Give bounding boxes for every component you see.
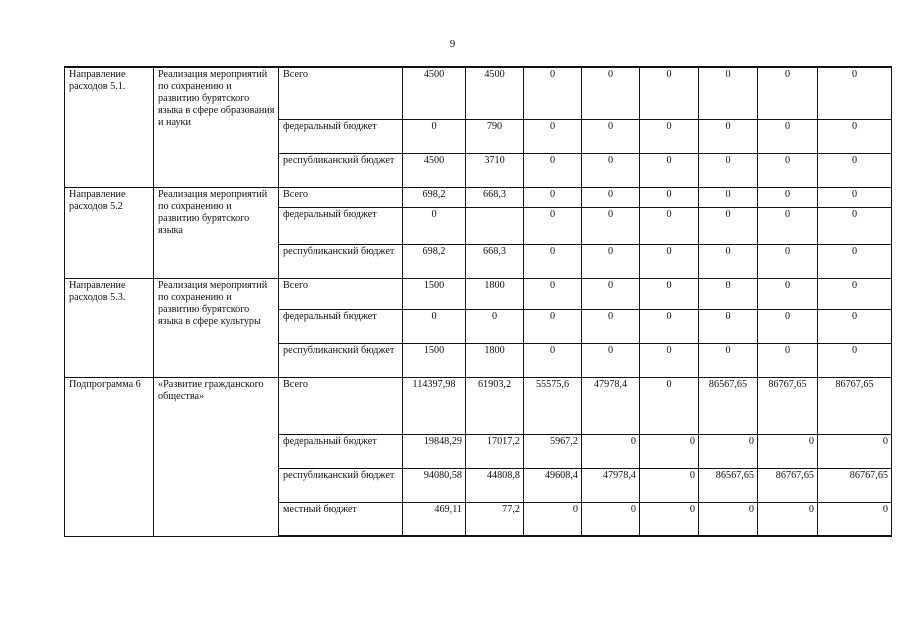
table-row [65, 278, 892, 309]
value-cell: 3710 [466, 153, 524, 187]
value-cell: 4500 [466, 67, 524, 119]
value-cell: 0 [699, 309, 758, 343]
value-cell: 0 [818, 187, 892, 207]
value-cell: 0 [524, 67, 582, 119]
value-cell: 0 [699, 278, 758, 309]
value-cell: 0 [758, 502, 818, 536]
table-row [65, 187, 892, 207]
expense-code-cell: Направление расходов 5.1. [65, 67, 154, 187]
expense-name-cell: «Развитие гражданского общества» [154, 377, 279, 536]
value-cell: 94080,58 [403, 468, 466, 502]
value-cell: 0 [640, 153, 699, 187]
value-cell: 0 [758, 244, 818, 278]
value-cell: 0 [699, 502, 758, 536]
value-cell: 0 [403, 309, 466, 343]
value-cell: 0 [582, 309, 640, 343]
value-cell: 0 [524, 502, 582, 536]
value-cell: 668,3 [466, 187, 524, 207]
value-cell: 0 [818, 309, 892, 343]
value-cell: 0 [818, 207, 892, 244]
funding-source-cell: федеральный бюджет [279, 434, 403, 468]
value-cell: 77,2 [466, 502, 524, 536]
funding-source-cell: Всего [279, 67, 403, 119]
value-cell: 86767,65 [818, 377, 892, 434]
value-cell: 17017,2 [466, 434, 524, 468]
value-cell: 0 [524, 278, 582, 309]
value-cell: 55575,6 [524, 377, 582, 434]
value-cell: 0 [640, 278, 699, 309]
value-cell: 1800 [466, 278, 524, 309]
value-cell: 0 [524, 244, 582, 278]
value-cell: 0 [758, 187, 818, 207]
funding-source-cell: Всего [279, 187, 403, 207]
value-cell: 0 [640, 207, 699, 244]
value-cell: 0 [582, 153, 640, 187]
value-cell: 47978,4 [582, 468, 640, 502]
value-cell: 86767,65 [758, 377, 818, 434]
funding-source-cell: республиканский бюджет [279, 343, 403, 377]
value-cell: 0 [699, 153, 758, 187]
value-cell: 0 [758, 309, 818, 343]
value-cell: 0 [699, 187, 758, 207]
value-cell: 0 [640, 67, 699, 119]
value-cell: 86767,65 [758, 468, 818, 502]
value-cell: 0 [466, 309, 524, 343]
value-cell: 0 [699, 207, 758, 244]
value-cell: 0 [640, 468, 699, 502]
funding-source-cell: местный бюджет [279, 502, 403, 536]
value-cell: 0 [758, 119, 818, 153]
value-cell: 0 [582, 278, 640, 309]
value-cell: 698,2 [403, 244, 466, 278]
value-cell: 5967,2 [524, 434, 582, 468]
funding-source-cell: Всего [279, 377, 403, 434]
value-cell: 0 [582, 67, 640, 119]
value-cell: 0 [640, 119, 699, 153]
value-cell: 0 [582, 119, 640, 153]
value-cell: 19848,29 [403, 434, 466, 468]
table-row [65, 377, 892, 434]
expense-code-cell: Подпрограмма 6 [65, 377, 154, 536]
value-cell: 0 [640, 187, 699, 207]
value-cell: 0 [818, 278, 892, 309]
value-cell: 0 [818, 119, 892, 153]
value-cell: 0 [758, 207, 818, 244]
value-cell: 0 [640, 309, 699, 343]
value-cell: 0 [758, 434, 818, 468]
expense-name-cell: Реализация мероприятий по сохранению и развитию бурятского языка в сфере культуры [154, 278, 279, 377]
value-cell: 49608,4 [524, 468, 582, 502]
value-cell: 0 [758, 278, 818, 309]
value-cell: 0 [758, 153, 818, 187]
value-cell: 0 [403, 207, 466, 244]
expense-name-cell: Реализация мероприятий по сохранению и развитию бурятского языка в сфере образования и науки [154, 67, 279, 187]
value-cell: 0 [758, 67, 818, 119]
value-cell: 0 [640, 434, 699, 468]
value-cell: 4500 [403, 153, 466, 187]
expense-name-cell: Реализация мероприятий по сохранению и развитию бурятского языка [154, 187, 279, 278]
value-cell: 0 [699, 67, 758, 119]
value-cell: 0 [582, 502, 640, 536]
funding-source-cell: федеральный бюджет [279, 309, 403, 343]
value-cell: 0 [818, 244, 892, 278]
value-cell: 469,11 [403, 502, 466, 536]
value-cell: 0 [582, 187, 640, 207]
value-cell: 86567,65 [699, 468, 758, 502]
funding-source-cell: республиканский бюджет [279, 468, 403, 502]
value-cell: 0 [524, 207, 582, 244]
value-cell: 0 [640, 502, 699, 536]
value-cell: 47978,4 [582, 377, 640, 434]
value-cell: 698,2 [403, 187, 466, 207]
value-cell: 0 [524, 153, 582, 187]
value-cell: 0 [524, 187, 582, 207]
expense-code-cell: Направление расходов 5.2 [65, 187, 154, 278]
value-cell: 0 [818, 67, 892, 119]
table-row [65, 67, 892, 119]
value-cell: 0 [582, 244, 640, 278]
funding-source-cell: федеральный бюджет [279, 119, 403, 153]
value-cell: 4500 [403, 67, 466, 119]
value-cell: 86567,65 [699, 377, 758, 434]
funding-source-cell: федеральный бюджет [279, 207, 403, 244]
value-cell: 0 [818, 434, 892, 468]
value-cell: 114397,98 [403, 377, 466, 434]
value-cell: 668,3 [466, 244, 524, 278]
value-cell: 61903,2 [466, 377, 524, 434]
value-cell: 0 [403, 119, 466, 153]
value-cell: 0 [640, 244, 699, 278]
value-cell: 86767,65 [818, 468, 892, 502]
value-cell [466, 207, 524, 244]
funding-source-cell: республиканский бюджет [279, 244, 403, 278]
budget-table [64, 66, 892, 537]
value-cell: 0 [582, 207, 640, 244]
value-cell: 1800 [466, 343, 524, 377]
value-cell: 0 [758, 343, 818, 377]
funding-source-cell: Всего [279, 278, 403, 309]
value-cell: 0 [524, 343, 582, 377]
value-cell: 0 [640, 377, 699, 434]
value-cell: 0 [699, 244, 758, 278]
value-cell: 0 [524, 309, 582, 343]
value-cell: 44808,8 [466, 468, 524, 502]
value-cell: 0 [524, 119, 582, 153]
value-cell: 1500 [403, 278, 466, 309]
value-cell: 1500 [403, 343, 466, 377]
value-cell: 0 [582, 434, 640, 468]
value-cell: 0 [640, 343, 699, 377]
value-cell: 0 [582, 343, 640, 377]
value-cell: 0 [818, 502, 892, 536]
funding-source-cell: республиканский бюджет [279, 153, 403, 187]
page-number: 9 [449, 38, 456, 50]
value-cell: 790 [466, 119, 524, 153]
value-cell: 0 [699, 434, 758, 468]
value-cell: 0 [818, 343, 892, 377]
value-cell: 0 [699, 343, 758, 377]
value-cell: 0 [699, 119, 758, 153]
expense-code-cell: Направление расходов 5.3. [65, 278, 154, 377]
value-cell: 0 [818, 153, 892, 187]
